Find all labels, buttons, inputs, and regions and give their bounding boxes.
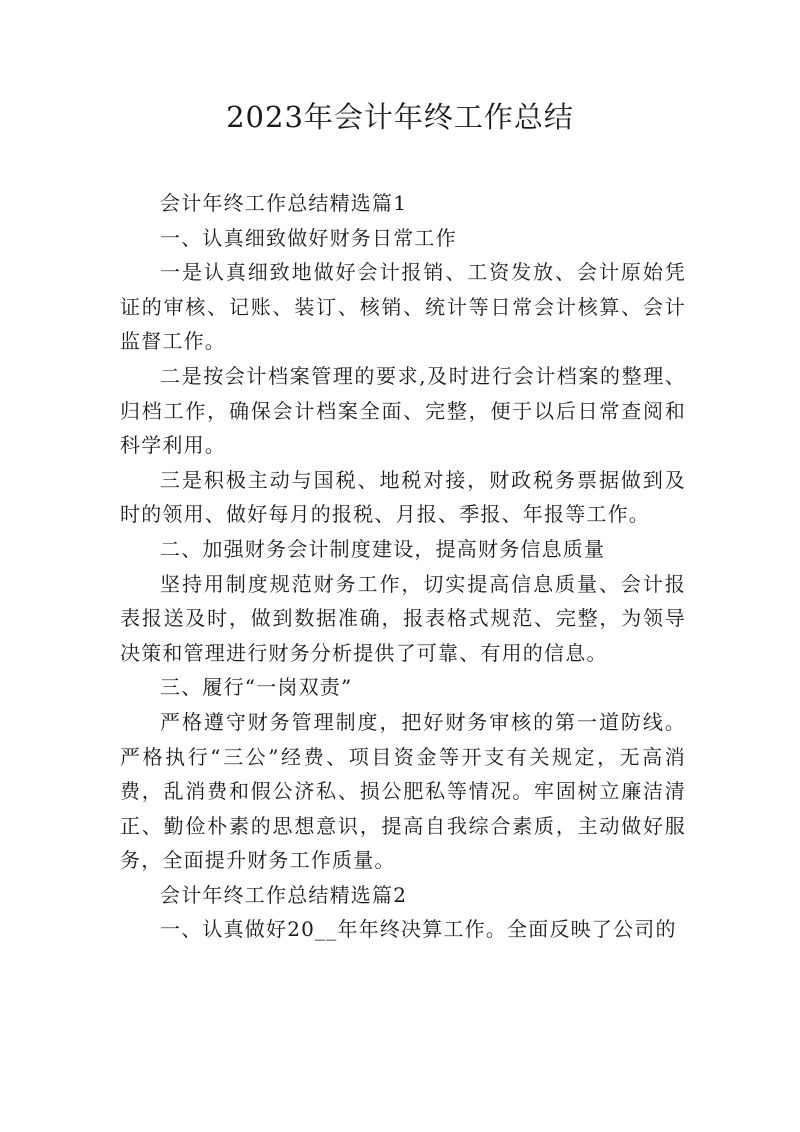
paragraph: 坚持用制度规范财务工作，切实提高信息质量、会计报表报送及时，做到数据准确，报表格式规范、完整，为领导决策和管理进行财务分析提供了可靠、有用的信息。: [120, 571, 686, 665]
subheading: 一、认真细致做好财务日常工作: [160, 225, 457, 250]
paragraph: 一、认真做好20__年年终决算工作。全面反映了公司的: [160, 917, 677, 942]
document-body: [120, 186, 686, 947]
paragraph: 严格遵守财务管理制度，把好财务审核的第一道防线。严格执行“三公”经费、项目资金等开支有关规定，无高消费，乱消费和假公济私、损公肥私等情况。牢固树立廉洁清正、勤俭朴素的思想意识，提高自我综合素质，主动做好服务，全面提升财务工作质量。: [120, 709, 686, 873]
document-title: 2023年会计年终工作总结: [226, 100, 574, 134]
section-heading: 会计年终工作总结精选篇2: [160, 882, 408, 907]
paragraph: 三是积极主动与国税、地税对接，财政税务票据做到及时的领用、做好每月的报税、月报、季报、年报等工作。: [120, 467, 686, 527]
paragraph: 一是认真细致地做好会计报销、工资发放、会计原始凭证的审核、记账、装订、核销、统计等日常会计核算、会计监督工作。: [120, 260, 686, 354]
subheading: 三、履行“一岗双责”: [160, 675, 353, 700]
subheading: 二、加强财务会计制度建设，提高财务信息质量: [160, 536, 606, 561]
section-heading: 会计年终工作总结精选篇1: [160, 191, 408, 215]
paragraph: 二是按会计档案管理的要求,及时进行会计档案的整理、归档工作，确保会计档案全面、完整，便于以后日常查阅和科学利用。: [120, 363, 686, 458]
